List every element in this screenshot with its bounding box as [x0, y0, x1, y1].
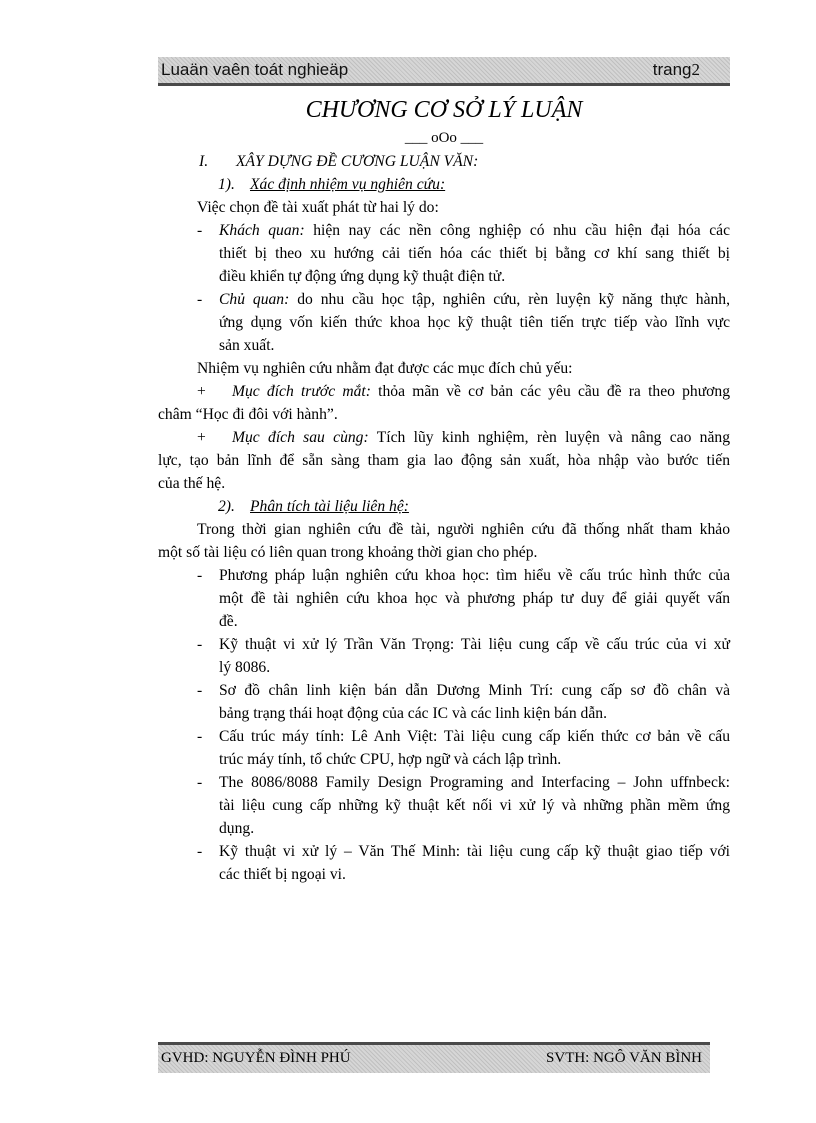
ref-dash: -	[197, 567, 203, 584]
paragraph-reasons: Việc chọn đề tài xuất phát từ hai lý do:	[197, 199, 439, 216]
reference-item-line: dụng.	[219, 820, 255, 837]
goal-final-line	[232, 427, 730, 449]
reference-item-line: Kỹ thuật vi xử lý Trần Văn Trọng: Tài liệu cung cấp về cấu trúc của vi xử	[219, 636, 730, 653]
reference-item-line: đề.	[219, 613, 238, 630]
reference-item-line: Kỹ thuật vi xử lý – Văn Thế Minh: tài liệu cung cấp kỹ thuật giao tiếp với	[219, 843, 730, 860]
page-footer	[158, 1042, 710, 1073]
plus-sign: +	[197, 429, 206, 446]
bullet-objective-line: thiết bị theo xu hướng cải tiến hóa các thiết bị bằng cơ khí sang thiết bị	[219, 245, 730, 262]
paragraph-goals: Nhiệm vụ nghiên cứu nhằm đạt được các mục đích chủ yếu:	[197, 360, 573, 377]
subsection-1-heading: Xác định nhiệm vụ nghiên cứu:	[250, 176, 446, 193]
goal-immediate-line: châm “Học đi đôi với hành”.	[158, 406, 338, 423]
reference-item-line: tài liệu cung cấp những kỹ thuật kết nối vi xử lý và những phần mềm ứng	[219, 797, 730, 814]
header-page-indicator	[653, 60, 700, 80]
footer-student: SVTH: NGÔ VĂN BÌNH	[546, 1050, 702, 1066]
goal-final-label: Mục đích sau cùng:	[232, 429, 369, 446]
paragraph-references-intro: Trong thời gian nghiên cứu đề tài, người nghiên cứu đã thống nhất tham khảo	[197, 521, 730, 538]
ref-dash: -	[197, 843, 203, 860]
reference-item-line: một đề tài nghiên cứu khoa học và phương pháp tư duy để giải quyết vấn	[219, 590, 730, 607]
page-header	[158, 57, 730, 86]
bullet-objective-line	[219, 220, 730, 242]
section-heading: XÂY DỰNG ĐỀ CƯƠNG LUẬN VĂN:	[236, 153, 479, 170]
subsection-2-number: 2).	[218, 498, 235, 515]
ref-dash: -	[197, 682, 203, 699]
subsection-2-heading: Phân tích tài liệu liên hệ:	[250, 498, 409, 515]
header-page-label: trang	[652, 60, 692, 79]
reference-item-line: lý 8086.	[219, 659, 271, 676]
paragraph-references-intro: một số tài liệu có liên quan trong khoảng thời gian cho phép.	[158, 544, 538, 561]
bullet-subjective-text: do nhu cầu học tập, nghiên cứu, rèn luyện kỹ năng thực hành,	[297, 291, 730, 308]
bullet-dash: -	[197, 291, 203, 308]
reference-item-line: các thiết bị ngoại vi.	[219, 866, 346, 883]
goal-final-text: Tích lũy kinh nghiệm, rèn luyện và nâng cao năng	[376, 429, 730, 446]
ref-dash: -	[197, 728, 203, 745]
reference-item-line: Phương pháp luận nghiên cứu khoa học: tìm hiểu về cấu trúc hình thức của	[219, 567, 730, 584]
section-number: I.	[199, 153, 209, 170]
ref-dash: -	[197, 636, 203, 653]
goal-final-line: của thế hệ.	[158, 475, 226, 492]
bullet-subjective-line: sản xuất.	[219, 337, 275, 354]
subsection-1-number: 1).	[218, 176, 235, 193]
reference-item-line: Cấu trúc máy tính: Lê Anh Việt: Tài liệu cung cấp kiến thức cơ bản về cấu	[219, 728, 730, 745]
goal-final-line: lực, tạo bản lĩnh để sẵn sàng tham gia lao động sản xuất, hòa nhập vào bước tiến	[158, 452, 730, 469]
header-page-number: 2	[691, 60, 700, 79]
bullet-objective-line: điều khiển tự động ứng dụng kỹ thuật điện tử.	[219, 268, 506, 285]
goal-immediate-text: thỏa mãn về cơ bản các yêu cầu đề ra theo phương	[378, 383, 731, 400]
reference-item-line: bảng trạng thái hoạt động của các IC và các linh kiện bán dẫn.	[219, 705, 607, 722]
goal-immediate-label: Mục đích trước mắt:	[232, 383, 371, 400]
header-title: Luaän vaên toát nghieäp	[161, 60, 349, 79]
bullet-dash: -	[197, 222, 203, 239]
bullet-objective-label: Khách quan:	[219, 222, 305, 239]
reference-item-line: trúc máy tính, tổ chức CPU, hợp ngữ và cách lập trình.	[219, 751, 562, 768]
reference-item-line: The 8086/8088 Family Design Programing and Interfacing – John uffnbeck:	[219, 774, 730, 791]
bullet-objective-text: hiện nay các nền công nghiệp có nhu cầu hiện đại hóa các	[313, 222, 730, 239]
bullet-subjective-line: ứng dụng vốn kiến thức khoa học kỹ thuật tiên tiến trực tiếp vào lĩnh vực	[219, 314, 730, 331]
chapter-title: CHƯƠNG CƠ SỞ LÝ LUẬN	[305, 97, 583, 123]
ref-dash: -	[197, 774, 203, 791]
bullet-subjective-line	[219, 289, 730, 311]
plus-sign: +	[197, 383, 206, 400]
goal-immediate-line	[232, 381, 730, 403]
title-separator: ___ oOo ___	[404, 130, 484, 146]
reference-item-line: Sơ đồ chân linh kiện bán dẫn Dương Minh Trí: cung cấp sơ đồ chân và	[219, 682, 730, 699]
footer-advisor: GVHD: NGUYỄN ĐÌNH PHÚ	[161, 1050, 351, 1066]
bullet-subjective-label: Chủ quan:	[219, 291, 290, 308]
